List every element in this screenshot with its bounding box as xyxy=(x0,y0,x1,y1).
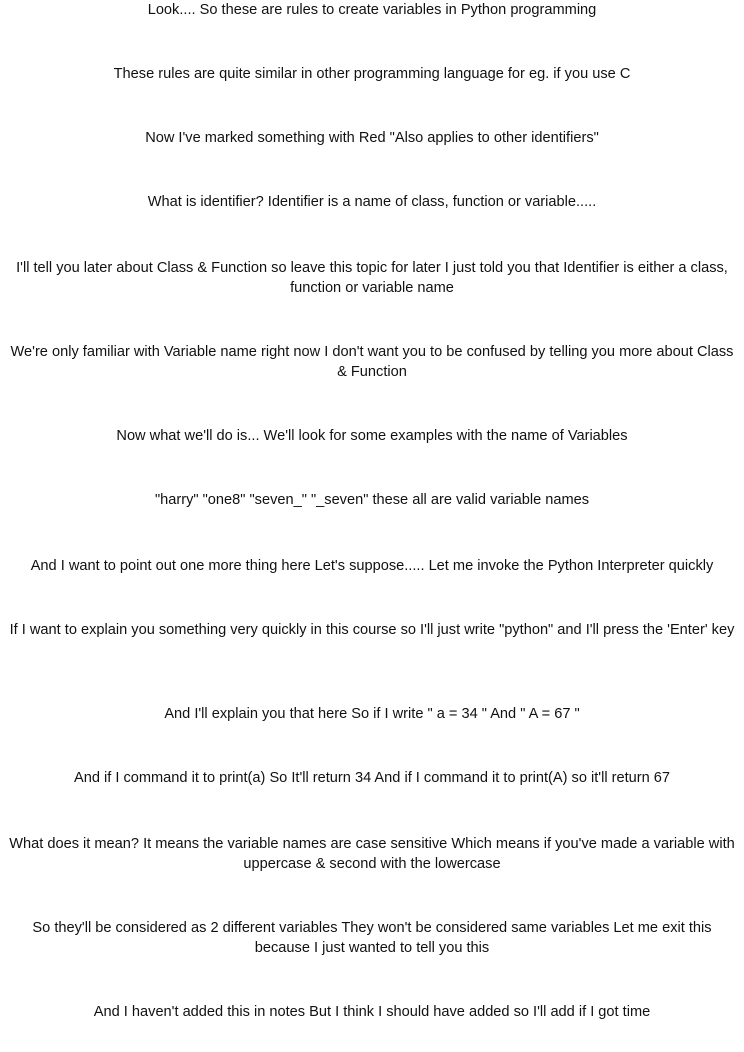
paragraph-15: And I haven't added this in notes But I think I should have added so I'll add if I got time xyxy=(93,1004,651,1020)
paragraph-3: Now I've marked something with Red "Also applies to other identifiers" xyxy=(145,130,599,146)
paragraph-14: So they'll be considered as 2 different variables They won't be considered same variables Let me exit this because I just wanted to tell you this xyxy=(32,920,712,956)
paragraph-11: And I'll explain you that here So if I write " a = 34 " And " A = 67 " xyxy=(164,706,580,722)
paragraph-13: What does it mean? It means the variable names are case sensitive Which means if you've made a variable with uppercase & second with the lowercase xyxy=(9,836,735,872)
paragraph-9: And I want to point out one more thing here Let's suppose..... Let me invoke the Python Interpreter quickly xyxy=(30,558,714,574)
paragraph-4: What is identifier? Identifier is a name of class, function or variable..... xyxy=(147,194,597,210)
paragraph-10: If I want to explain you something very quickly in this course so I'll just write "python" and I'll press the 'Enter' key xyxy=(9,622,735,638)
paragraph-8: "harry" "one8" "seven_" "_seven" these all are valid variable names xyxy=(154,492,590,508)
paragraph-2: These rules are quite similar in other programming language for eg. if you use C xyxy=(113,66,631,82)
paragraph-5: I'll tell you later about Class & Function so leave this topic for later I just told you that Identifier is either a class, function or variable name xyxy=(16,260,728,296)
paragraph-1: Look.... So these are rules to create variables in Python programming xyxy=(147,2,597,18)
paragraph-6: We're only familiar with Variable name right now I don't want you to be confused by telling you more about Class & Function xyxy=(10,344,734,380)
paragraph-12: And if I command it to print(a) So It'll return 34 And if I command it to print(A) so it'll return 67 xyxy=(73,770,671,786)
paragraph-7: Now what we'll do is... We'll look for some examples with the name of Variables xyxy=(116,428,628,444)
